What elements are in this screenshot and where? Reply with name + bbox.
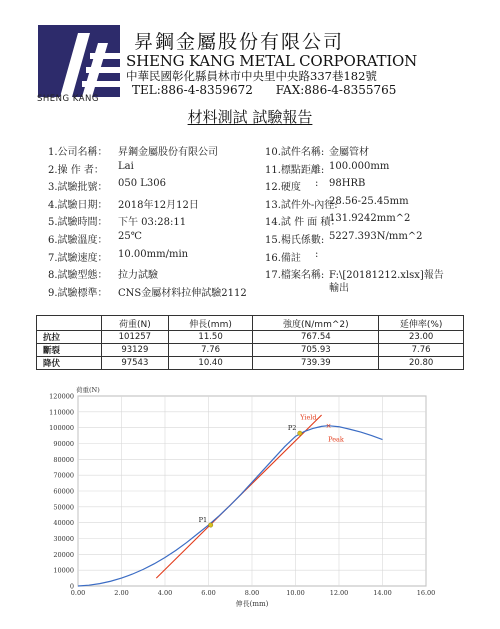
info-label: 13.試件外-內徑: xyxy=(265,199,338,211)
table-cell: 10.40 xyxy=(168,357,253,370)
annotation-label: P1 xyxy=(198,516,208,525)
info-value: 131.9242mm^2 xyxy=(329,213,411,225)
col-header-strength: 強度(N/mm^2) xyxy=(253,316,379,331)
info-label: 16.備註 xyxy=(265,252,301,264)
info-label: 15.楊氏係數: xyxy=(265,235,325,246)
info-value: 5227.393N/mm^2 xyxy=(329,231,423,242)
info-row xyxy=(265,178,366,194)
x-tick-label: 6.00 xyxy=(201,589,216,597)
info-label: 8.試驗型態： xyxy=(48,270,108,282)
info-label: 2.操 作 者： xyxy=(48,164,104,176)
y-tick-label: 60000 xyxy=(53,487,74,496)
x-tick-label: 14.00 xyxy=(373,589,392,597)
info-value: 昇鋼金屬股份有限公司 xyxy=(118,147,218,158)
x-tick-label: 16.00 xyxy=(416,589,436,597)
info-row xyxy=(265,195,409,211)
table-cell: 20.80 xyxy=(379,357,464,370)
table-cell: 767.54 xyxy=(253,331,379,344)
info-value: 100.000mm xyxy=(329,160,390,172)
company-name-en: SHENG KANG METAL CORPORATION xyxy=(126,52,418,70)
y-tick-label: 120000 xyxy=(49,392,74,401)
info-row xyxy=(265,231,423,246)
col-header-elongation: 伸長(mm) xyxy=(168,316,253,331)
table-row xyxy=(37,331,464,344)
table-header-row xyxy=(37,316,464,331)
info-separator: : xyxy=(315,178,319,190)
table-cell: 93129 xyxy=(102,344,169,357)
x-tick-label: 2.00 xyxy=(114,589,129,597)
info-value: 050 L306 xyxy=(118,178,166,190)
info-row xyxy=(265,213,411,229)
info-row xyxy=(48,266,158,282)
y-tick-label: 100000 xyxy=(49,424,74,433)
results-table xyxy=(36,315,464,370)
y-tick-label: 10000 xyxy=(53,566,74,575)
info-row xyxy=(48,231,142,246)
row-label-fracture: 斷裂 xyxy=(37,344,102,357)
y-tick-label: 110000 xyxy=(49,408,74,417)
info-row xyxy=(48,213,187,229)
x-axis-label: 伸長(mm) xyxy=(235,600,269,608)
company-name-zh: 昇鋼金屬股份有限公司 xyxy=(134,31,345,53)
annotation-label: P2 xyxy=(287,424,297,433)
y-tick-label: 20000 xyxy=(53,550,74,559)
table-cell: 7.76 xyxy=(168,344,253,357)
table-cell: 7.76 xyxy=(379,344,464,357)
peak-marker: × xyxy=(325,422,332,431)
info-label: 7.試驗速度： xyxy=(48,252,108,264)
info-row xyxy=(48,284,247,299)
info-label: 4.試驗日期： xyxy=(48,199,108,211)
table-cell: 739.39 xyxy=(253,357,379,370)
marker-point xyxy=(208,523,212,527)
y-tick-label: 70000 xyxy=(53,471,74,480)
info-value: CNS金屬材料拉伸試驗2112 xyxy=(118,287,247,299)
table-cell: 97543 xyxy=(102,357,169,370)
table-cell: 23.00 xyxy=(379,331,464,344)
table-cell: 101257 xyxy=(102,331,169,344)
logo-text: SHENG KANG xyxy=(37,94,99,104)
y-axis-label: 荷重(N) xyxy=(76,386,100,394)
annotation-label: Yield xyxy=(300,413,317,422)
info-label: 6.試驗溫度： xyxy=(48,235,108,246)
x-tick-label: 10.00 xyxy=(286,589,305,597)
info-row xyxy=(265,143,369,158)
info-label: 17.檔案名稱: xyxy=(265,270,325,282)
info-value: 下午 03:28:11 xyxy=(118,217,187,229)
x-tick-label: 4.00 xyxy=(157,589,173,597)
info-row xyxy=(265,248,319,264)
table-row xyxy=(37,344,464,357)
load-elongation-chart xyxy=(34,382,466,618)
table-cell: 705.93 xyxy=(253,344,379,357)
report-title: 材料測試 試驗報告 xyxy=(187,108,313,126)
x-tick-label: 0.00 xyxy=(70,589,86,597)
col-header-load: 荷重(N) xyxy=(102,316,169,331)
info-separator: : xyxy=(315,248,319,260)
info-value: F:\[20181212.xlsx]報告 xyxy=(329,270,444,282)
table-corner xyxy=(37,316,102,331)
annotation-label: Peak xyxy=(328,435,344,444)
info-label: 9.試驗標準： xyxy=(48,287,108,299)
table-row xyxy=(37,357,464,370)
info-value: 25℃ xyxy=(118,231,142,242)
info-value: 2018年12月12日 xyxy=(118,199,199,211)
info-value: 金屬管材 xyxy=(329,147,369,158)
info-label: 14.試 件 面 積： xyxy=(265,217,341,229)
info-label: 3.試驗批號： xyxy=(48,182,108,194)
company-fax: FAX:886-4-8355765 xyxy=(275,83,397,97)
info-value: Lai xyxy=(118,160,134,172)
x-tick-label: 8.00 xyxy=(244,589,260,597)
table-cell: 11.50 xyxy=(168,331,253,344)
marker-point xyxy=(298,431,302,435)
info-label: 5.試驗時間： xyxy=(48,217,108,229)
x-tick-label: 12.00 xyxy=(329,589,349,597)
y-tick-label: 90000 xyxy=(53,440,74,448)
info-label: 1.公司名稱： xyxy=(48,147,108,158)
info-row xyxy=(48,178,166,194)
info-label: 10.試件名稱: xyxy=(265,147,325,158)
row-label-yield: 降伏 xyxy=(37,357,102,370)
info-row xyxy=(265,160,390,176)
info-value: 28.56-25.45mm xyxy=(329,195,409,207)
company-address: 中華民國彰化縣員林市中央里中央路337巷182號 xyxy=(126,69,377,83)
row-label-tensile: 抗拉 xyxy=(37,331,102,344)
info-value: 10.00mm/min xyxy=(118,248,189,260)
y-tick-label: 40000 xyxy=(53,519,74,528)
info-value: 拉力試驗 xyxy=(118,270,158,282)
info-row xyxy=(48,196,199,211)
info-label: 12.硬度 xyxy=(265,182,301,194)
company-contact xyxy=(132,83,396,97)
info-row xyxy=(265,266,444,295)
info-row xyxy=(48,143,218,158)
info-value: 98HRB xyxy=(329,178,366,190)
y-tick-label: 0 xyxy=(69,582,74,591)
col-header-elongation-rate: 延伸率(%) xyxy=(379,316,464,331)
info-row xyxy=(48,160,134,176)
info-row xyxy=(48,248,189,264)
info-value-continued: 輸出 xyxy=(329,283,349,295)
y-tick-label: 30000 xyxy=(53,535,74,543)
info-label: 11.標點距離: xyxy=(265,164,325,176)
y-tick-label: 50000 xyxy=(53,503,74,512)
company-tel: TEL:886-4-8359672 xyxy=(132,83,253,97)
y-tick-label: 80000 xyxy=(53,455,74,464)
